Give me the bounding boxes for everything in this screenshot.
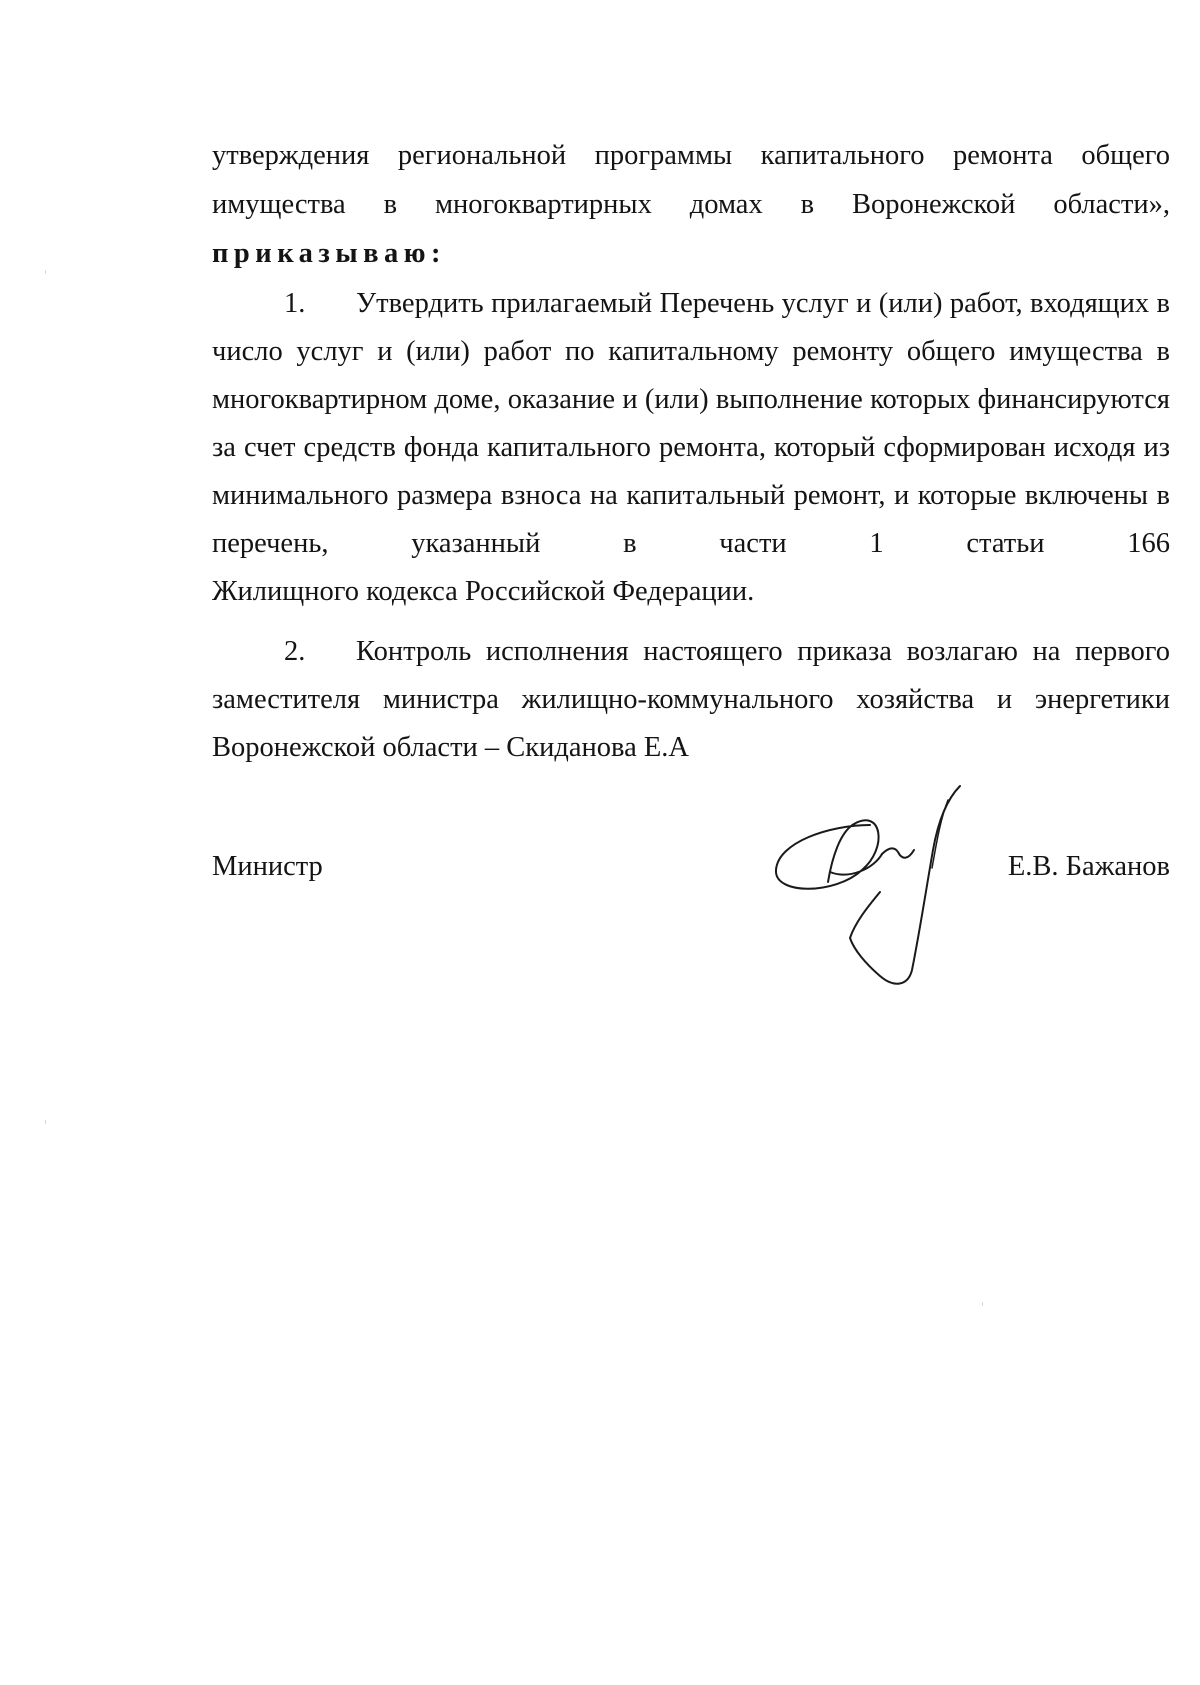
signer-name: Е.В. Бажанов <box>1007 851 1170 882</box>
scan-mark <box>45 1120 46 1124</box>
list-item <box>212 628 1170 772</box>
item-number: 2. <box>284 636 306 667</box>
decree-word: приказываю: <box>212 238 447 269</box>
item-text: Контроль исполнения настоящего приказа возлагаю на первого заместителя министра жилищно-коммунального хозяйства и энергетики <box>212 636 1170 715</box>
item-text: Утвердить прилагаемый Перечень услуг и (или) работ, входящих в число услуг и (или) работ по капитальному ремонту общего имущества в многоквартирном доме, оказание и (или) выполнение которых финансируются за счет средств фонда капитального ремонта, который сформирован исходя из минимального размера взноса на капитальный ремонт, и которые включены в перечень, указанный в части 1 статьи 166 <box>212 288 1170 559</box>
item-1-body <box>212 280 1170 568</box>
handwritten-signature <box>770 780 980 995</box>
item-last-line: Жилищного кодекса Российской Федерации. <box>212 576 755 607</box>
scan-mark <box>982 1302 983 1306</box>
intro-line-2: имущества в многоквартирных домах в Воронежской области», <box>212 189 1170 220</box>
list-item <box>212 280 1170 616</box>
item-number: 1. <box>284 288 306 319</box>
item-last-line: Воронежской области – Скиданова Е.А <box>212 732 690 763</box>
scan-mark <box>45 270 46 274</box>
intro-line-1: утверждения региональной программы капитального ремонта общего <box>212 140 1170 171</box>
signer-role: Министр <box>212 851 323 882</box>
item-2-body <box>212 628 1170 724</box>
